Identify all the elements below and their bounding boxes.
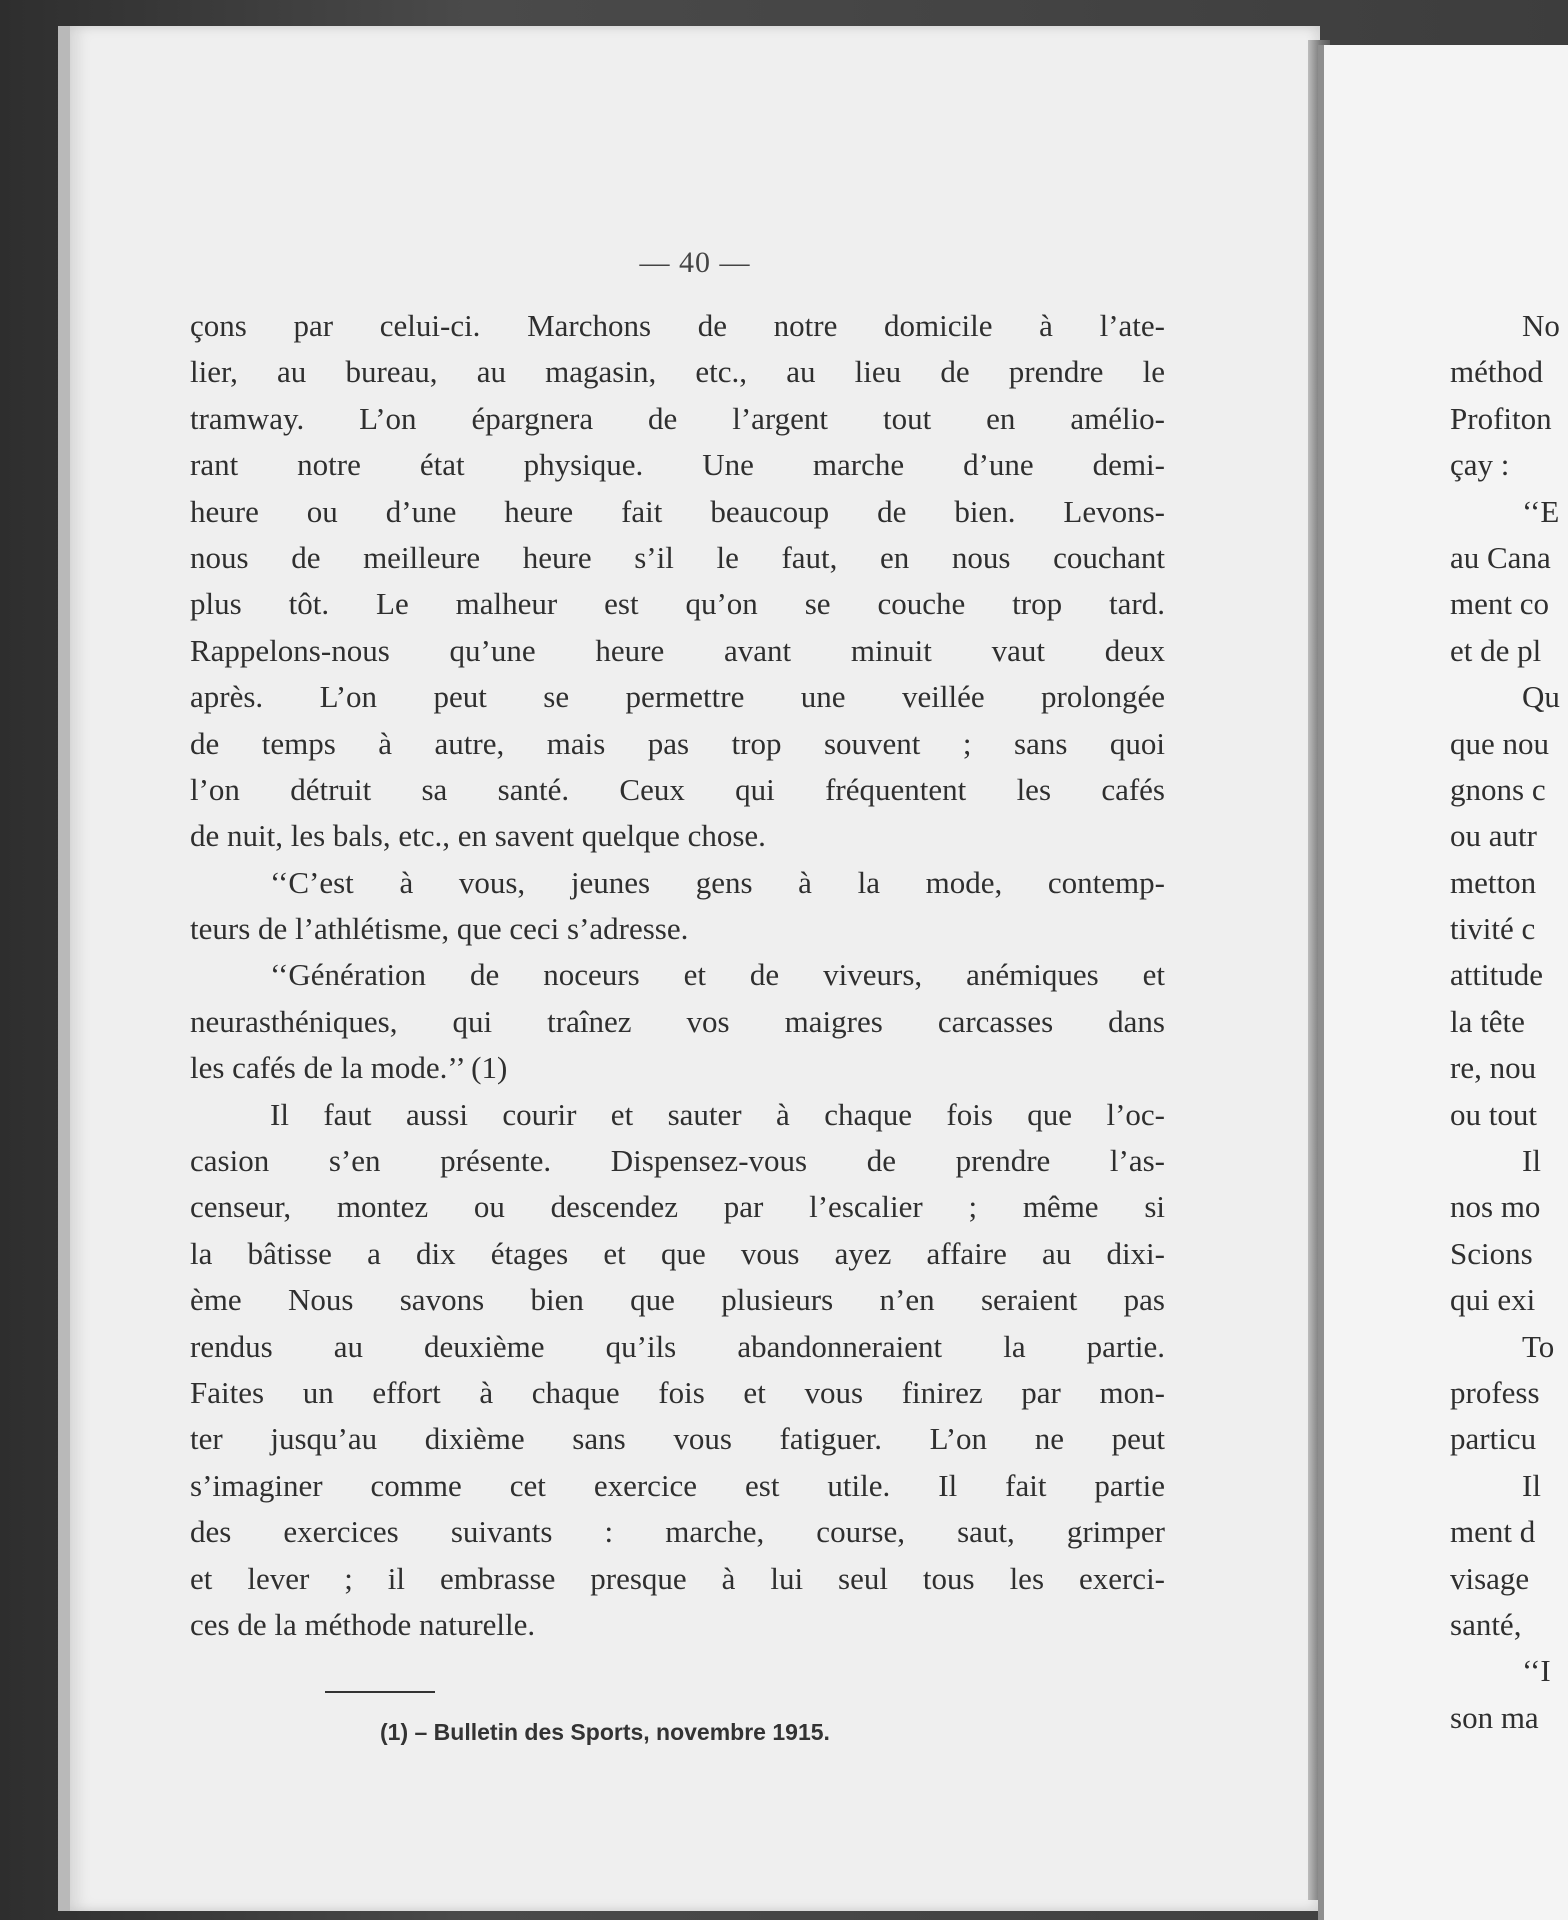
right-text-line: Profiton	[1450, 400, 1552, 436]
right-text-line: gnons c	[1450, 771, 1546, 807]
right-text-line: nos mo	[1450, 1189, 1541, 1225]
footnote: (1) – Bulletin des Sports, novembre 1915.	[380, 1719, 830, 1745]
left-text-line: tramway. L’on épargnera de l’argent tout en amélio-	[190, 400, 1165, 436]
page-number: — 40 —	[639, 246, 751, 279]
left-text-line: les cafés de la mode.’’ (1)	[190, 1050, 508, 1086]
left-text-line: la bâtisse a dix étages et que vous ayez affaire au dixi-	[190, 1235, 1165, 1271]
left-page-text	[190, 303, 1165, 1648]
left-text-line: plus tôt. Le malheur est qu’on se couche trop tard.	[190, 586, 1165, 622]
left-text-line: l’on détruit sa santé. Ceux qui fréquentent les cafés	[190, 771, 1165, 807]
right-text-line: tivité c	[1450, 911, 1536, 947]
left-text-line: de temps à autre, mais pas trop souvent ; sans quoi	[190, 725, 1165, 761]
right-text-line: Qu	[1522, 679, 1560, 715]
left-text-line: neurasthéniques, qui traînez vos maigres carcasses dans	[190, 1003, 1165, 1039]
left-text-line: rendus au deuxième qu’ils abandonneraient la partie.	[190, 1328, 1165, 1364]
left-text-line: des exercices suivants : marche, course, saut, grimper	[190, 1514, 1165, 1550]
left-text-line: Rappelons-nous qu’une heure avant minuit vaut deux	[190, 632, 1165, 668]
right-text-line: re, nou	[1450, 1050, 1537, 1086]
left-text-line: s’imaginer comme cet exercice est utile. Il fait partie	[190, 1467, 1165, 1503]
right-text-line: profess	[1450, 1374, 1540, 1410]
right-text-line: santé,	[1450, 1606, 1522, 1642]
right-text-line: ‘‘E	[1522, 493, 1560, 529]
left-text-line: de nuit, les bals, etc., en savent quelque chose.	[190, 818, 766, 854]
right-text-line: Il	[1522, 1467, 1541, 1503]
right-text-line: la tête	[1450, 1003, 1525, 1039]
left-text-line: Il faut aussi courir et sauter à chaque fois que l’oc-	[270, 1096, 1165, 1132]
left-text-line: ces de la méthode naturelle.	[190, 1606, 536, 1642]
footnote-rule	[325, 1691, 435, 1693]
left-text-line: casion s’en présente. Dispensez-vous de prendre l’as-	[190, 1143, 1165, 1179]
right-text-line: que nou	[1450, 725, 1550, 761]
left-text-line: ‘‘Génération de noceurs et de viveurs, anémiques et	[270, 957, 1165, 993]
left-text-line: et lever ; il embrasse presque à lui seul tous les exerci-	[190, 1560, 1165, 1596]
right-text-line: son ma	[1450, 1699, 1539, 1735]
left-text-line: après. L’on peut se permettre une veillée prolongée	[190, 679, 1165, 715]
right-text-line: çay :	[1450, 447, 1510, 483]
right-text-line: visage	[1450, 1560, 1530, 1596]
right-text-line: attitude	[1450, 957, 1543, 993]
left-text-line: nous de meilleure heure s’il le faut, en nous couchant	[190, 539, 1165, 575]
right-text-line: ou tout	[1450, 1096, 1537, 1132]
left-text-line: Faites un effort à chaque fois et vous finirez par mon-	[190, 1374, 1165, 1410]
right-text-line: particu	[1450, 1421, 1537, 1457]
right-text-line: Scions	[1450, 1235, 1533, 1271]
left-text-line: lier, au bureau, au magasin, etc., au lieu de prendre le	[190, 354, 1165, 390]
right-text-line: ‘‘I	[1522, 1653, 1551, 1689]
right-text-line: qui exi	[1450, 1282, 1536, 1318]
right-text-line: et de pl	[1450, 632, 1542, 668]
left-text-line: rant notre état physique. Une marche d’une demi-	[190, 447, 1165, 483]
left-text-line: ème Nous savons bien que plusieurs n’en seraient pas	[190, 1282, 1165, 1318]
right-text-line: To	[1522, 1328, 1555, 1364]
left-text-line: ‘‘C’est à vous, jeunes gens à la mode, contemp-	[270, 864, 1165, 900]
right-text-line: ou autr	[1450, 818, 1537, 854]
left-text-line: teurs de l’athlétisme, que ceci s’adresse.	[190, 911, 689, 947]
right-text-line: ment d	[1450, 1514, 1536, 1550]
right-page-text	[1450, 303, 1568, 1741]
left-text-line: heure ou d’une heure fait beaucoup de bien. Levons-	[190, 493, 1165, 529]
left-text-line: çons par celui-ci. Marchons de notre domicile à l’ate-	[190, 308, 1165, 343]
left-text-line: censeur, montez ou descendez par l’escalier ; même si	[190, 1189, 1165, 1225]
right-text-line: méthod	[1450, 354, 1543, 390]
right-text-line: No	[1522, 308, 1560, 343]
right-text-line: metton	[1450, 864, 1537, 900]
right-text-line: au Cana	[1450, 539, 1551, 575]
right-text-line: Il	[1522, 1143, 1541, 1179]
left-text-line: ter jusqu’au dixième sans vous fatiguer. L’on ne peut	[190, 1421, 1165, 1457]
right-text-line: ment co	[1450, 586, 1549, 622]
